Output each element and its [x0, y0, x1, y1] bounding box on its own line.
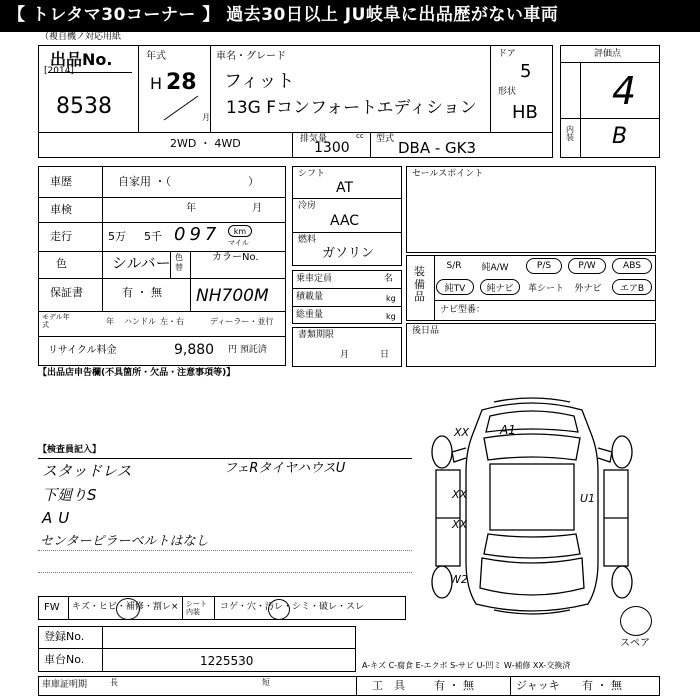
equipment-label: 装備品 — [414, 265, 425, 304]
model-year-label: モデル年式 — [42, 313, 70, 329]
inspector-line-4: センターピラーベルトはなし — [40, 534, 209, 549]
jack-label: ジャッキ — [516, 679, 560, 692]
cert-short: 短 — [262, 678, 270, 687]
ac-value: AAC — [330, 213, 360, 229]
mileage-mile-unit: マイル — [228, 239, 249, 247]
inspector-line-2: 下廻りS — [42, 486, 97, 504]
ac-label: 冷房 — [298, 201, 317, 211]
load-unit: kg — [386, 294, 396, 303]
clipped-top-text: （複自機ノ対応用紙 — [40, 32, 122, 42]
chassis-value: 1225530 — [200, 654, 254, 668]
inspection-month: 月 — [252, 203, 262, 214]
diagram-mark-1: XX — [454, 426, 470, 439]
doc-deadline-day: 日 — [380, 350, 390, 360]
model-value: DBA - GK3 — [398, 139, 477, 157]
year-value: 28 — [166, 70, 197, 95]
engine-unit: cc — [356, 132, 364, 140]
year-month-label: 月 — [202, 113, 210, 122]
grade-label: 評価点 — [594, 49, 622, 59]
fw-label: FW — [44, 602, 60, 613]
inspector-line-3: AU — [42, 509, 76, 527]
model-year-year: 年 — [106, 317, 114, 326]
fw-value: キズ・ヒビ・補修・割レ× — [72, 602, 179, 612]
tools-label: 工 具 — [372, 679, 405, 692]
load-label: 積載量 — [296, 292, 324, 302]
interior-label: 内装 — [566, 125, 574, 142]
rear-items-label: 後日品 — [412, 326, 440, 336]
recycle-unit: 円 預託済 — [228, 345, 267, 355]
inspector-label: 【検査員記入】 — [38, 445, 102, 455]
fuel-label: 燃料 — [298, 235, 317, 245]
mileage-sen: 5千 — [144, 230, 162, 243]
model-label: 型式 — [376, 134, 395, 144]
gross-unit: kg — [386, 312, 396, 321]
history-value: 自家用 ・（ ） — [118, 175, 259, 188]
interior-grade: B — [612, 124, 628, 149]
fw-circle-mark — [116, 598, 140, 620]
cert-label: 車庫証明期 — [42, 680, 88, 690]
diagram-mark-6: W2 — [450, 573, 468, 586]
shift-value: AT — [336, 180, 354, 196]
registration-label: 登録No. — [44, 630, 85, 643]
tools-value: 有 ・ 無 — [434, 679, 474, 692]
capacity-unit: 名 — [384, 274, 394, 284]
seat-value: コゲ・穴・汚レ・シミ・破レ・スレ — [220, 602, 365, 612]
equip-leather: 革シート — [527, 283, 564, 294]
cert-long: 長 — [110, 678, 118, 687]
chassis-label: 車台No. — [44, 653, 85, 666]
spare-label: スペア — [620, 638, 650, 649]
equip-airbag: エアB — [612, 279, 652, 295]
equip-tv: 純TV — [436, 279, 474, 295]
grade-score: 4 — [612, 69, 637, 113]
diagram-mark-5: U1 — [580, 492, 596, 505]
engine-value: 1300 — [314, 140, 350, 156]
model-year-dealer: ディーラー・並行 — [210, 317, 274, 326]
damage-legend: A-キズ C-腐食 E-エクボ S-サビ U-凹ミ W-補修 XX-交換済 — [362, 661, 571, 670]
mileage-label: 走行 — [50, 230, 72, 243]
sales-point-label: セールスポイント — [412, 169, 484, 179]
capacity-label: 乗車定員 — [296, 274, 333, 284]
car-label: 車名・グレード — [216, 51, 286, 62]
fuel-value: ガソリン — [322, 246, 375, 261]
equip-sr: S/R — [446, 261, 462, 271]
seat-circle-mark — [268, 599, 290, 620]
diagram-mark-3: XX — [452, 488, 468, 501]
jack-value: 有 ・ 無 — [582, 679, 622, 692]
lot-label: 出品No. — [50, 50, 113, 69]
equip-alloy-wheel: 純A/W — [481, 262, 509, 273]
navi-model-label: ナビ型番： — [440, 305, 486, 315]
sales-point-block — [406, 166, 656, 253]
car-grade: 13G Fコンフォートエディション — [226, 98, 477, 118]
year-label: 年式 — [146, 51, 166, 62]
inspector-line-1: スタッドレス — [42, 462, 132, 480]
spare-circle — [620, 606, 652, 636]
warranty-value: 有 ・ 無 — [122, 286, 162, 299]
seat-label: シート内装 — [186, 600, 207, 617]
gross-label: 総重量 — [296, 310, 324, 320]
doc-deadline-month: 月 — [340, 350, 350, 360]
diagram-mark-4: XX — [452, 518, 468, 531]
warranty-label: 保証書 — [50, 286, 83, 299]
bottom-row — [38, 676, 660, 696]
equip-pw: P/W — [568, 258, 606, 274]
banner-text: 【 トレタマ30コーナー 】 過去30日以上 JU岐阜に出品歴がない車両 — [8, 5, 559, 25]
doors-value: 5 — [520, 61, 532, 82]
equip-ps: P/S — [526, 258, 562, 274]
shape-label: 形状 — [498, 87, 517, 97]
doc-deadline-label: 書類期限 — [298, 330, 335, 340]
color-change-label: 色替 — [175, 253, 183, 272]
recycle-label: リサイクル料金 — [48, 345, 117, 356]
model-year-handle: ハンドル — [124, 317, 156, 326]
shape-value: HB — [512, 102, 538, 123]
doors-label: ドア — [498, 49, 516, 59]
equip-abs: ABS — [612, 258, 652, 274]
lot-year-tag: [2014] — [44, 66, 74, 76]
engine-label: 排気量 — [300, 134, 328, 144]
color-code-value: NH700M — [196, 286, 269, 306]
exhibitor-note-label: 【出品店申告欄(不具箇所・欠品・注意事項等)】 — [38, 368, 236, 378]
inspection-year: 年 — [186, 203, 196, 214]
registration-block — [38, 626, 356, 672]
lot-number: 8538 — [56, 94, 112, 119]
inspection-label: 車検 — [50, 203, 72, 216]
color-value: シルバー — [112, 254, 171, 272]
history-label: 車歴 — [50, 175, 72, 188]
recycle-value: 9,880 — [174, 342, 215, 358]
diagram-mark-2: A1 — [500, 423, 516, 437]
equip-navi: 純ナビ — [480, 279, 520, 295]
year-era: H — [150, 74, 163, 93]
color-code-label: カラーNo. — [212, 252, 259, 263]
mileage-km-unit: km — [228, 225, 252, 237]
mileage-digits: 097 — [174, 224, 221, 245]
mileage-man: 5万 — [108, 230, 126, 243]
drive-type: 2WD ・ 4WD — [170, 137, 241, 150]
rear-items-block — [406, 323, 656, 367]
slash-line — [160, 94, 200, 122]
inspector-right-line: フェRタイヤハウスU — [224, 461, 346, 476]
shift-label: シフト — [298, 169, 326, 179]
car-name: フィット — [224, 71, 295, 92]
car-damage-diagram — [412, 392, 652, 622]
color-label: 色 — [56, 257, 67, 270]
model-year-handle-value: 左・右 — [160, 317, 184, 326]
equip-ext-navi: 外ナビ — [574, 283, 602, 294]
